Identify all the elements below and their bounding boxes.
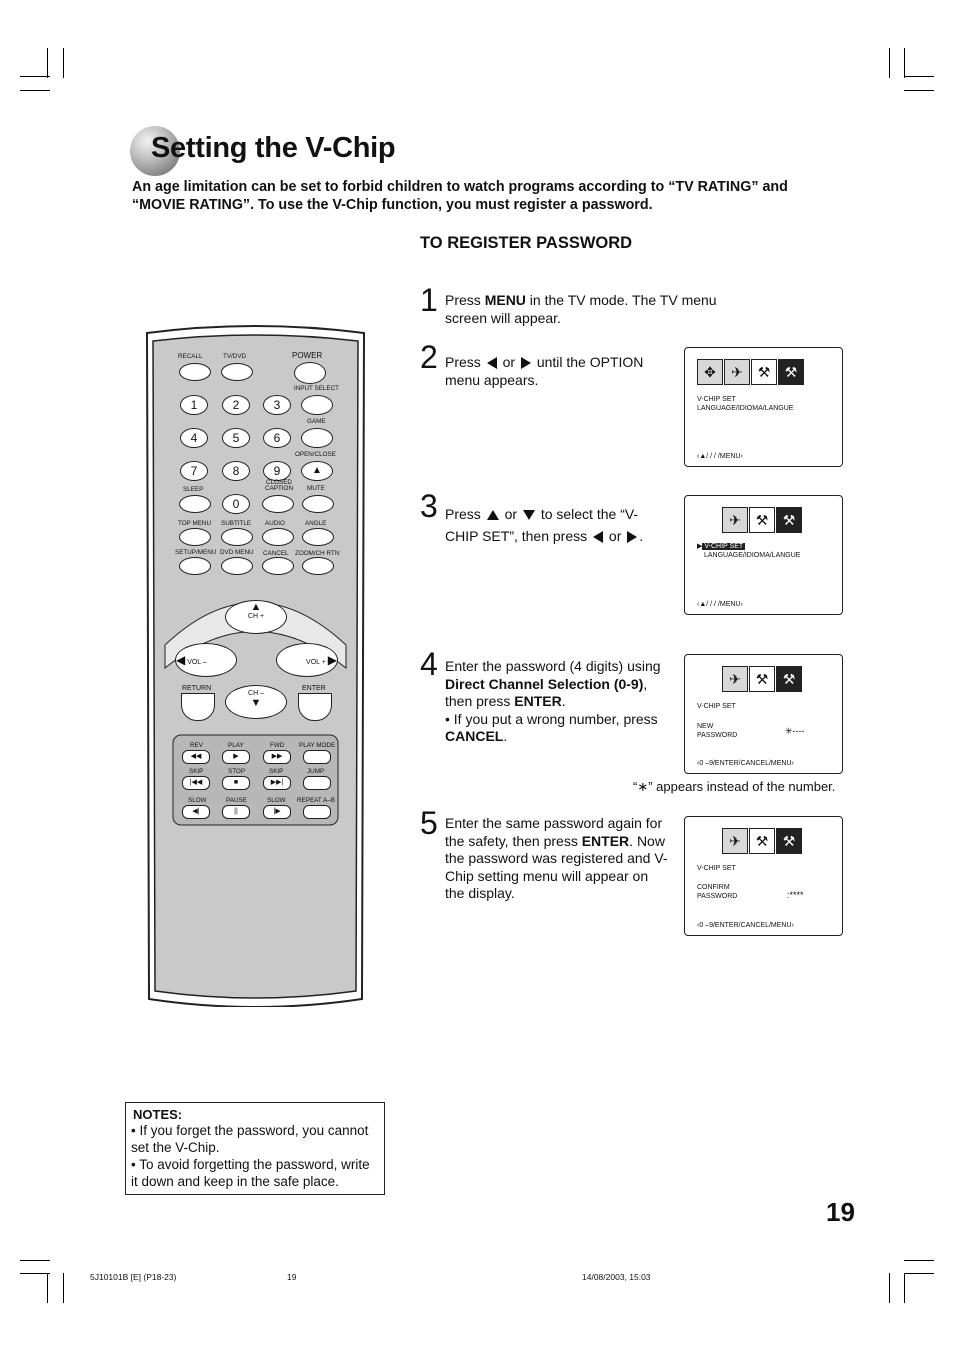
key-menu: MENU: [484, 292, 526, 308]
left-arrow-icon: [487, 357, 497, 369]
step-text: Enter the password (4 digits) using: [445, 658, 661, 674]
intro-text: An age limitation can be set to forbid children to watch programs according to “TV RATING” and “MOVIE RATING”. To use the V-Chip function, you must register a password.: [132, 179, 788, 213]
step-number: 2: [420, 339, 438, 375]
tools-icon: ⚒: [776, 666, 802, 692]
crop-mark: [63, 48, 64, 78]
right-arrow-icon: [521, 357, 531, 369]
audio-button[interactable]: [262, 528, 294, 546]
angle-label: ANGLE: [305, 520, 327, 527]
menu-line: PASSWORD: [697, 732, 738, 739]
footer-page: 19: [287, 1272, 297, 1282]
skip-back-button[interactable]: |◀◀: [182, 776, 210, 790]
up-arrow-icon: ▲: [250, 601, 262, 613]
open-close-button[interactable]: ▲: [301, 461, 333, 481]
digit-9-button[interactable]: 9: [263, 461, 291, 481]
note-1: • If you forget the password, you cannot set the V-Chip.: [131, 1123, 369, 1155]
open-close-label: OPEN/CLOSE: [295, 451, 336, 458]
dvd-menu-button[interactable]: [221, 557, 253, 575]
right-arrow-icon: [627, 531, 637, 543]
option-menu-icon: ✈: [722, 507, 748, 533]
crop-mark: [47, 1273, 48, 1303]
key-cancel: CANCEL: [445, 728, 504, 744]
rev-button[interactable]: ◀◀: [182, 750, 210, 764]
left-arrow-icon: [593, 531, 603, 543]
step-text: to select the “V-CHIP SET”, then press: [445, 506, 639, 544]
subtitle-button[interactable]: [221, 528, 253, 546]
digit-0-button[interactable]: 0: [222, 494, 250, 514]
nav-text: 0 –9/ENTER/CANCEL/MENU: [699, 922, 792, 929]
tv-menu-screen-5: [684, 816, 843, 936]
recall-button[interactable]: [179, 363, 211, 381]
menu-line-selected: ▶ V-CHIP SET: [697, 543, 744, 550]
game-button[interactable]: [301, 428, 333, 448]
vol-minus-label: VOL –: [187, 659, 207, 666]
menu-line: V-CHIP SET: [697, 865, 736, 872]
sleep-label: SLEEP: [183, 486, 204, 493]
crop-mark: [20, 1260, 50, 1261]
remote-control: [143, 325, 368, 1007]
sleep-button[interactable]: [179, 495, 211, 513]
ch-minus-button[interactable]: [225, 685, 287, 719]
step-text: Press: [445, 506, 481, 522]
crop-mark: [904, 1273, 934, 1274]
step-text: .: [561, 693, 566, 709]
step-text: Press: [445, 354, 481, 370]
step-text: until the OPTION menu appears.: [445, 354, 644, 388]
menu-line: NEW: [697, 723, 714, 730]
digit-8-button[interactable]: 8: [222, 461, 250, 481]
power-label: POWER: [292, 351, 323, 360]
menu-nav-hint: ‹0 –9/ENTER/CANCEL/MENU›: [697, 760, 794, 767]
tvdvd-label: TV/DVD: [223, 353, 247, 360]
menu-line: LANGUAGE/IDIOMA/LANGUE: [704, 552, 801, 559]
asterisk-note: “∗” appears instead of the number.: [633, 779, 836, 794]
step-text: , then press: [445, 675, 648, 709]
tools-icon: ⚒: [778, 359, 804, 385]
subtitle-label: SUBTITLE: [221, 520, 252, 527]
step-text: . Now the password was registered and V-Chip setting menu will appear on the display.: [445, 832, 668, 901]
crop-mark: [904, 1273, 905, 1303]
crop-mark: [904, 76, 934, 77]
section-heading: TO REGISTER PASSWORD: [420, 234, 633, 252]
setup-menu-label: SETUP/MENU: [175, 549, 217, 556]
return-label: RETURN: [182, 685, 212, 692]
menu-nav-hint: ‹▲/ / / /MENU›: [697, 453, 743, 460]
tv-menu-screen-4: [684, 654, 843, 774]
crop-mark: [904, 48, 905, 78]
tv-menu-screen-3: [684, 495, 843, 615]
step-text: or: [504, 506, 518, 522]
step-2-text: [445, 354, 670, 389]
setup-menu-icon: ⚒: [749, 828, 775, 854]
ch-plus-button[interactable]: [225, 600, 287, 634]
tools-icon: ⚒: [776, 828, 802, 854]
menu-line: LANGUAGE/IDIOMA/LANGUE: [697, 405, 794, 412]
step-4-text: [445, 658, 665, 746]
step-text: • If you put a wrong number, press: [445, 710, 658, 727]
step-text: .: [639, 528, 644, 544]
slow-forward-button[interactable]: |▶: [263, 805, 291, 819]
tools-icon: ⚒: [776, 507, 802, 533]
step-text: Enter the same password again for the safety, then press: [445, 815, 663, 849]
play-mode-label: PLAY MODE: [299, 742, 336, 749]
cancel-label: CANCEL: [263, 550, 289, 557]
down-arrow-icon: [523, 510, 535, 520]
down-arrow-icon: ▼: [250, 697, 262, 709]
menu-line: V-CHIP SET: [697, 703, 736, 710]
page-title: Setting the V-Chip: [151, 132, 396, 164]
menu-line: V-CHIP SET: [697, 396, 736, 403]
password-confirm-value: :****: [787, 890, 804, 900]
recall-label: RECALL: [178, 353, 203, 360]
picture-menu-icon: ✥: [697, 359, 723, 385]
power-button[interactable]: [294, 362, 326, 384]
input-select-label: INPUT SELECT: [294, 385, 340, 392]
step-text: or: [608, 528, 622, 544]
nav-text: / / / /MENU: [706, 601, 741, 608]
top-menu-button[interactable]: [179, 528, 211, 546]
angle-button[interactable]: [302, 528, 334, 546]
play-label: PLAY: [228, 742, 244, 749]
fwd-label: FWD: [270, 742, 285, 749]
crop-mark: [889, 1273, 890, 1303]
key-direct-channel: Direct Channel Selection (0-9): [445, 675, 644, 692]
tv-menu-screen-2: [684, 347, 843, 467]
jump-label: JUMP: [307, 768, 325, 775]
menu-nav-hint: ‹▲/ / / /MENU›: [697, 601, 743, 608]
vol-plus-label: VOL +: [306, 659, 326, 666]
setup-menu-icon: ⚒: [751, 359, 777, 385]
zoom-button[interactable]: [302, 557, 334, 575]
digit-4-button[interactable]: 4: [180, 428, 208, 448]
crop-mark: [47, 48, 48, 78]
cancel-button[interactable]: [262, 557, 294, 575]
note-2: • To avoid forgetting the password, write it down and keep in the safe place.: [131, 1157, 370, 1189]
step-5-text: [445, 815, 670, 903]
step-number: 5: [420, 805, 438, 841]
digit-6-button[interactable]: 6: [263, 428, 291, 448]
enter-label: ENTER: [302, 685, 326, 692]
step-number: 3: [420, 488, 438, 524]
rev-label: REV: [190, 742, 203, 749]
crop-mark: [904, 90, 934, 91]
stop-button[interactable]: ■: [222, 776, 250, 790]
option-menu-icon: ✈: [722, 666, 748, 692]
right-arrow-icon: ▶: [327, 653, 337, 667]
notes-heading: NOTES:: [133, 1107, 183, 1122]
closed-caption-label: CLOSED CAPTION: [265, 479, 293, 492]
nav-text: 0 –9/ENTER/CANCEL/MENU: [699, 760, 792, 767]
slow-back-label: SLOW: [188, 797, 207, 804]
step-3-text: [445, 503, 670, 547]
setup-menu-icon: ⚒: [749, 666, 775, 692]
key-enter: ENTER: [514, 693, 562, 709]
slow-back-button[interactable]: ◀|: [182, 805, 210, 819]
mute-label: MUTE: [307, 485, 325, 492]
game-label: GAME: [307, 418, 326, 425]
step-number: 4: [420, 646, 438, 682]
step-1-text: [445, 292, 735, 327]
key-enter: ENTER: [581, 832, 630, 849]
skip-back-label: SKIP: [189, 768, 204, 775]
digit-3-button[interactable]: 3: [263, 395, 291, 415]
play-mode-button[interactable]: [303, 750, 331, 764]
menu-nav-hint: ‹0 –9/ENTER/CANCEL/MENU›: [697, 922, 794, 929]
menu-line: CONFIRM: [697, 884, 730, 891]
setup-menu-button[interactable]: [179, 557, 211, 575]
skip-forward-label: SKIP: [269, 768, 284, 775]
crop-mark: [20, 1273, 50, 1274]
notes-box: [125, 1102, 385, 1195]
pause-button[interactable]: ||: [222, 805, 250, 819]
menu-line: PASSWORD: [697, 893, 738, 900]
digit-1-button[interactable]: 1: [180, 395, 208, 415]
digit-5-button[interactable]: 5: [222, 428, 250, 448]
up-arrow-icon: [487, 510, 499, 520]
digit-2-button[interactable]: 2: [222, 395, 250, 415]
skip-forward-button[interactable]: ▶▶|: [263, 776, 291, 790]
page-number: 19: [826, 1197, 855, 1227]
crop-mark: [889, 48, 890, 78]
step-number: 1: [420, 282, 438, 318]
password-entry-field: ✳----: [785, 726, 805, 736]
slow-forward-label: SLOW: [267, 797, 286, 804]
digit-7-button[interactable]: 7: [180, 461, 208, 481]
fwd-button[interactable]: ▶▶: [263, 750, 291, 764]
step-text: Press: [445, 292, 485, 308]
vol-minus-button[interactable]: [175, 643, 237, 677]
setup-menu-icon: ⚒: [749, 507, 775, 533]
step-text: in the TV mode. The TV menu screen will appear.: [445, 292, 717, 326]
option-menu-icon: ✈: [724, 359, 750, 385]
play-button[interactable]: ▶: [222, 750, 250, 764]
menu-line: V-CHIP SET: [704, 543, 744, 550]
left-arrow-icon: ◀: [176, 653, 186, 667]
pause-label: PAUSE: [226, 797, 247, 804]
zoom-label: ZOOM/CH RTN: [295, 550, 340, 557]
ch-minus-label: CH –: [248, 690, 264, 697]
audio-label: AUDIO: [265, 520, 285, 527]
crop-mark: [20, 76, 50, 77]
ch-plus-label: CH +: [247, 613, 265, 620]
closed-caption-button[interactable]: [262, 495, 294, 513]
tvdvd-button[interactable]: [221, 363, 253, 381]
footer-file: 5J10101B [E] (P18-23): [90, 1272, 177, 1282]
step-text: or: [502, 354, 516, 370]
step-text: .: [503, 728, 508, 744]
option-menu-icon: ✈: [722, 828, 748, 854]
repeat-button[interactable]: [303, 805, 331, 819]
crop-mark: [20, 90, 50, 91]
crop-mark: [63, 1273, 64, 1303]
nav-text: / / / /MENU: [706, 453, 741, 460]
repeat-label: REPEAT A–B: [297, 797, 335, 804]
stop-label: STOP: [228, 768, 246, 775]
password-placeholder: ----: [792, 726, 805, 736]
vol-plus-button[interactable]: [276, 643, 338, 677]
footer-date: 14/08/2003, 15:03: [582, 1272, 651, 1282]
dvd-menu-label: DVD MENU: [220, 549, 254, 556]
input-select-button[interactable]: [301, 395, 333, 415]
crop-mark: [904, 1260, 934, 1261]
jump-button[interactable]: [303, 776, 331, 790]
mute-button[interactable]: [302, 495, 334, 513]
top-menu-label: TOP MENU: [178, 520, 212, 527]
